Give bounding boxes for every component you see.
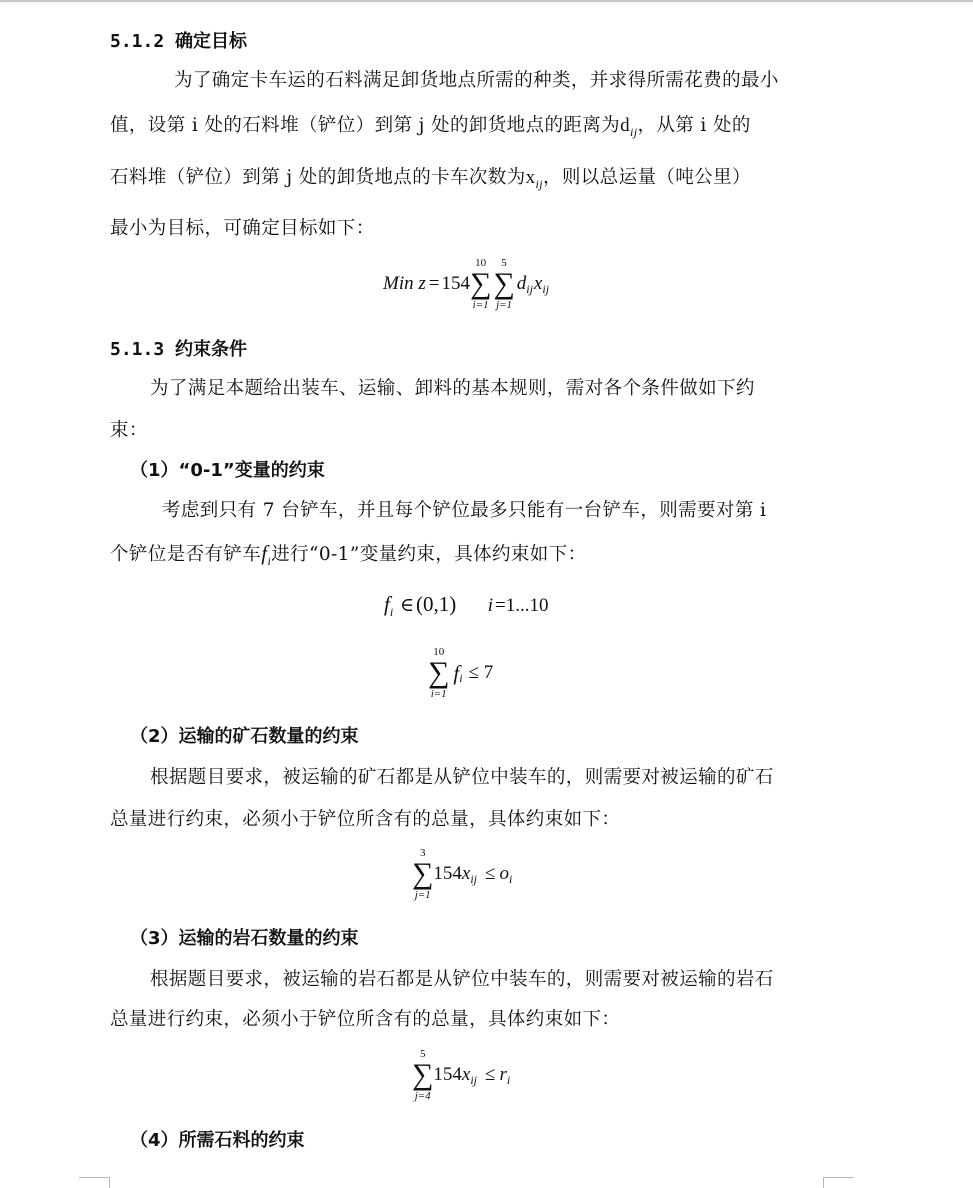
section-heading-5-1-3 (110, 335, 247, 361)
constraint-heading-4: （4）所需石料的约束 (130, 1130, 305, 1151)
objective-formula: Min z = 154 10 ∑ i=1 5 ∑ j=1 d ij x ij (383, 257, 550, 311)
section-title: 确定目标 (175, 31, 248, 52)
paragraph-line: 石料堆（铲位）到第 j 处的卸货地点的卡车次数为$x_{ij}$，则以总运量（吨公里） (110, 167, 751, 191)
shovel-count-formula: 10 ∑ i=1 f i ≤ 7 (428, 646, 494, 700)
page-corner-mark-left (79, 1177, 110, 1188)
section-number: 5.1.3 (110, 339, 165, 360)
paragraph-line: 个铲位是否有铲车$f_i$进行“0-1”变量约束，具体约束如下： (110, 541, 587, 568)
rock-constraint-formula: 5 ∑ j=4 154 x ij ≤ r i (412, 1048, 511, 1102)
variable-x: $x_{ij}$ (525, 167, 543, 191)
paragraph-line: 根据题目要求，被运输的岩石都是从铲位中装车的，则需要对被运输的岩石 (150, 969, 774, 990)
section-heading-5-1-2 (110, 27, 247, 53)
paragraph-line: 根据题目要求，被运输的矿石都是从铲位中装车的，则需要对被运输的矿石 (150, 767, 774, 788)
constraint-heading-2: （2）运输的矿石数量的约束 (130, 726, 359, 747)
constraint-heading-3: （3）运输的岩石数量的约束 (130, 928, 359, 949)
summation-j: 5 ∑ j=1 (493, 257, 515, 311)
paragraph-line: 为了确定卡车运的石料满足卸货地点所需的种类，并求得所需花费的最小 (174, 70, 779, 91)
summation-j: 3 ∑ j=1 (412, 847, 434, 901)
summation-j: 5 ∑ j=4 (412, 1048, 434, 1102)
summation-i: 10 ∑ i=1 (469, 257, 492, 311)
paragraph-line: 最小为目标，可确定目标如下： (110, 218, 375, 239)
variable-f: $f_i$ (261, 541, 272, 568)
constraint-heading-1: （1）“0-1”变量的约束 (130, 460, 325, 481)
paragraph-line: 总量进行约束，必须小于铲位所含有的总量，具体约束如下： (110, 809, 621, 830)
paragraph-line: 为了满足本题给出装车、运输、卸料的基本规则，需对各个条件做如下约 (150, 378, 755, 399)
ore-constraint-formula: 3 ∑ j=1 154 x ij ≤ o i (412, 847, 513, 901)
page-corner-mark-right (823, 1177, 854, 1188)
section-number: 5.1.2 (110, 31, 165, 52)
section-title: 约束条件 (175, 339, 248, 360)
summation-i: 10 ∑ i=1 (428, 646, 450, 700)
binary-constraint-formula: $f_i$ ∈(0,1) i =1...10 (384, 592, 549, 619)
variable-d: $d_{ij}$ (620, 115, 638, 139)
paragraph-line: 值，设第 i 处的石料堆（铲位）到第 j 处的卸货地点的距离为$d_{ij}$，从第 i 处的 (110, 115, 751, 139)
paragraph-line: 考虑到只有 7 台铲车，并且每个铲位最多只能有一台铲车，则需要对第 i (162, 500, 767, 521)
paragraph-line: 束： (110, 420, 148, 441)
paragraph-line: 总量进行约束，必须小于铲位所含有的总量，具体约束如下： (110, 1009, 621, 1030)
